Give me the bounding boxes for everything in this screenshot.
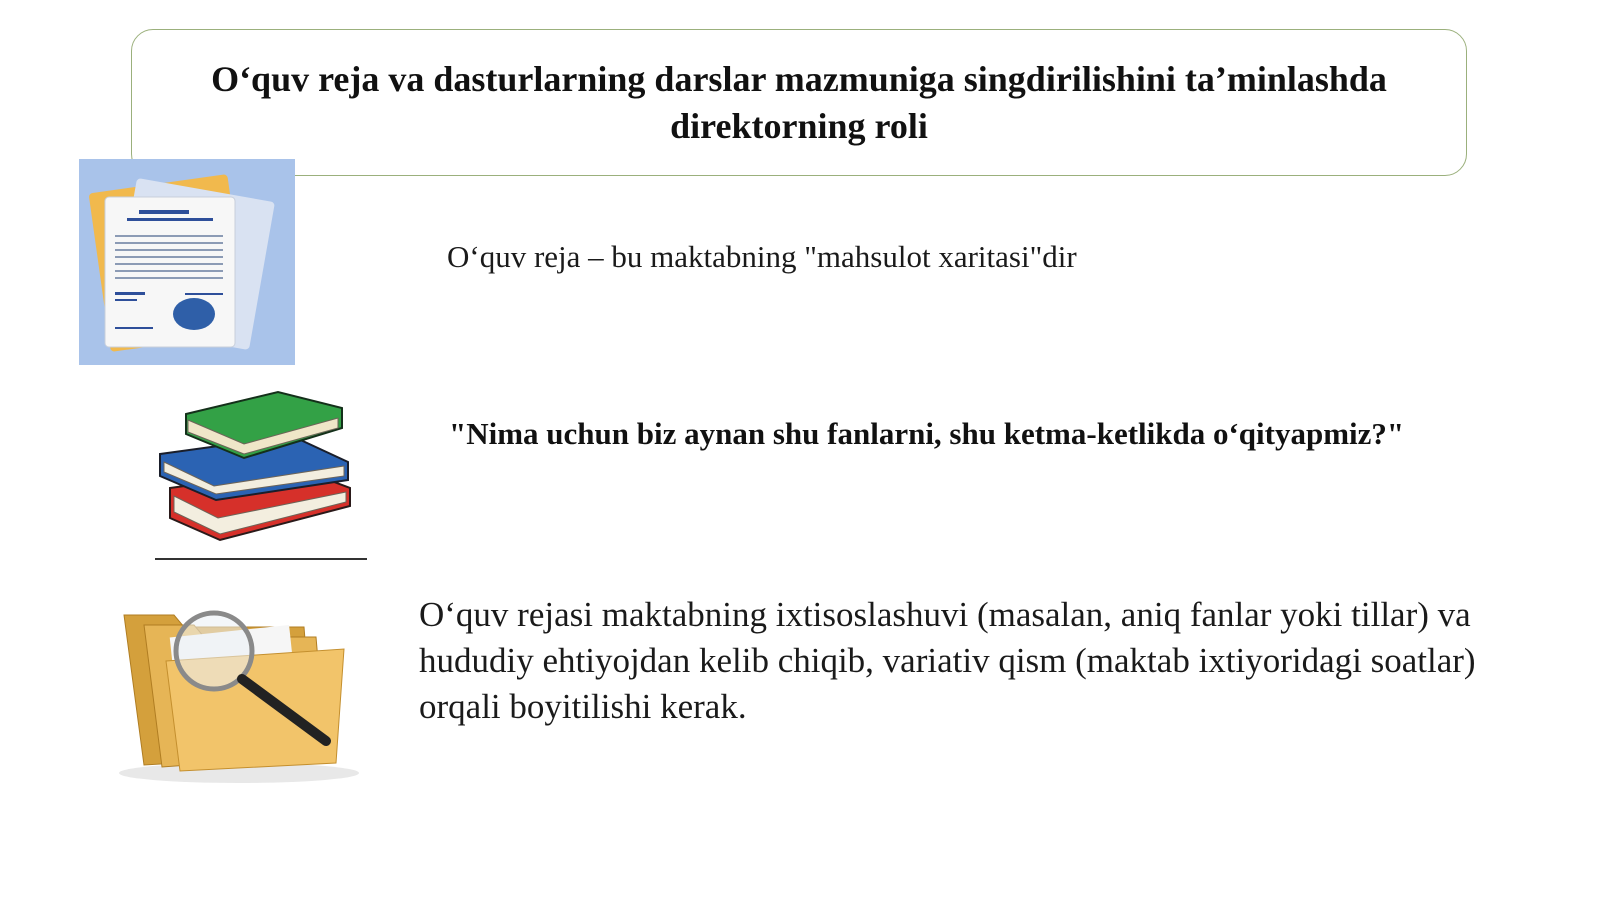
document-icon [79, 159, 295, 365]
books-icon [152, 388, 362, 548]
point-question: "Nima uchun biz aynan shu fanlarni, shu ketma-ketlikda o‘qityapmiz?" [449, 416, 1405, 451]
title-box [131, 29, 1467, 176]
point-curriculum-enrichment: O‘quv rejasi maktabning ixtisoslashuvi (masalan, aniq fanlar yoki tillar) va hududiy ehtiyojdan kelib chiqib, variativ qism (maktab ixtiyoridagi soatlar) orqali boyitilishi kerak. [419, 595, 1476, 726]
point-product-map: O‘quv reja – bu maktabning "mahsulot xaritasi"dir [447, 239, 1077, 274]
divider-line [155, 558, 367, 560]
slide-title: O‘quv reja va dasturlarning darslar mazmuniga singdirilishini ta’minlashda direktorning roli [211, 58, 1387, 146]
folder-search-icon [104, 605, 374, 785]
